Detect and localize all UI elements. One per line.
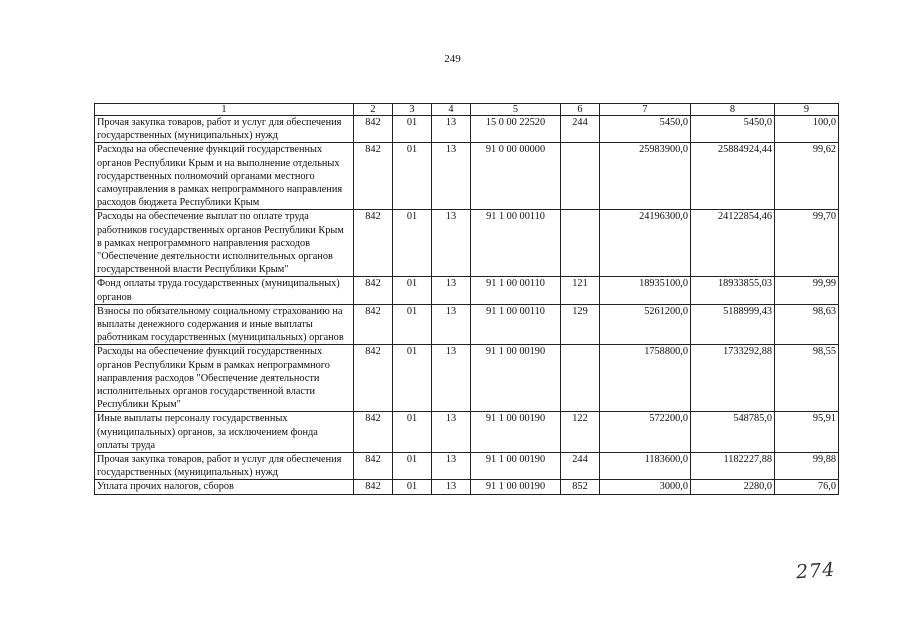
- approved-amount-cell: 24196300,0: [600, 210, 691, 277]
- target-article-cell: 91 1 00 00190: [471, 412, 561, 453]
- admin-code-cell: 842: [354, 412, 393, 453]
- admin-code-cell: 842: [354, 345, 393, 412]
- section-code-cell: 01: [393, 345, 432, 412]
- expense-type-cell: [561, 210, 600, 277]
- subsection-code-cell: 13: [432, 345, 471, 412]
- approved-amount-cell: 5450,0: [600, 116, 691, 143]
- row-name-cell: Прочая закупка товаров, работ и услуг для обеспечения государственных (муниципальных) нужд: [95, 116, 354, 143]
- table-row: [95, 116, 839, 143]
- subsection-code-cell: 13: [432, 412, 471, 453]
- table-row: [95, 480, 839, 494]
- executed-amount-cell: 5450,0: [691, 116, 775, 143]
- target-article-cell: 91 1 00 00190: [471, 345, 561, 412]
- expense-type-cell: 122: [561, 412, 600, 453]
- column-header: 7: [600, 104, 691, 116]
- row-name-cell: Расходы на обеспечение выплат по оплате труда работников государственных органов Республики Крым в рамках непрограммного направления расходов "Обеспечение деятельности исполнительных органов государственной власти Республики Крым": [95, 210, 354, 277]
- section-code-cell: 01: [393, 116, 432, 143]
- execution-percent-cell: 95,91: [775, 412, 839, 453]
- budget-table: [94, 103, 839, 495]
- expense-type-cell: 244: [561, 116, 600, 143]
- approved-amount-cell: 3000,0: [600, 480, 691, 494]
- subsection-code-cell: 13: [432, 277, 471, 304]
- column-header: 3: [393, 104, 432, 116]
- target-article-cell: 91 1 00 00110: [471, 304, 561, 345]
- execution-percent-cell: 99,99: [775, 277, 839, 304]
- executed-amount-cell: 18933855,03: [691, 277, 775, 304]
- target-article-cell: 91 0 00 00000: [471, 143, 561, 210]
- table-row: [95, 345, 839, 412]
- expense-type-cell: [561, 345, 600, 412]
- section-code-cell: 01: [393, 210, 432, 277]
- executed-amount-cell: 25884924,44: [691, 143, 775, 210]
- table-header-row: [95, 104, 839, 116]
- section-code-cell: 01: [393, 412, 432, 453]
- approved-amount-cell: 1758800,0: [600, 345, 691, 412]
- column-header: 1: [95, 104, 354, 116]
- column-header: 6: [561, 104, 600, 116]
- expense-type-cell: [561, 143, 600, 210]
- section-code-cell: 01: [393, 453, 432, 480]
- admin-code-cell: 842: [354, 116, 393, 143]
- approved-amount-cell: 5261200,0: [600, 304, 691, 345]
- table-row: [95, 277, 839, 304]
- executed-amount-cell: 1733292,88: [691, 345, 775, 412]
- admin-code-cell: 842: [354, 453, 393, 480]
- execution-percent-cell: 98,55: [775, 345, 839, 412]
- approved-amount-cell: 25983900,0: [600, 143, 691, 210]
- row-name-cell: Взносы по обязательному социальному страхованию на выплаты денежного содержания и иные выплаты работникам государственных (муниципальных) органов: [95, 304, 354, 345]
- admin-code-cell: 842: [354, 304, 393, 345]
- subsection-code-cell: 13: [432, 304, 471, 345]
- execution-percent-cell: 99,62: [775, 143, 839, 210]
- target-article-cell: 91 1 00 00110: [471, 277, 561, 304]
- admin-code-cell: 842: [354, 277, 393, 304]
- row-name-cell: Расходы на обеспечение функций государственных органов Республики Крым в рамках непрограммного направления расходов "Обеспечение деятельности исполнительных органов государственной власти Республики Крым": [95, 345, 354, 412]
- admin-code-cell: 842: [354, 143, 393, 210]
- execution-percent-cell: 99,88: [775, 453, 839, 480]
- target-article-cell: 15 0 00 22520: [471, 116, 561, 143]
- expense-type-cell: 852: [561, 480, 600, 494]
- approved-amount-cell: 572200,0: [600, 412, 691, 453]
- approved-amount-cell: 18935100,0: [600, 277, 691, 304]
- section-code-cell: 01: [393, 143, 432, 210]
- row-name-cell: Уплата прочих налогов, сборов: [95, 480, 354, 494]
- executed-amount-cell: 548785,0: [691, 412, 775, 453]
- execution-percent-cell: 100,0: [775, 116, 839, 143]
- executed-amount-cell: 2280,0: [691, 480, 775, 494]
- section-code-cell: 01: [393, 480, 432, 494]
- execution-percent-cell: 76,0: [775, 480, 839, 494]
- expense-type-cell: 121: [561, 277, 600, 304]
- table-row: [95, 412, 839, 453]
- column-header: 8: [691, 104, 775, 116]
- table-row: [95, 143, 839, 210]
- column-header: 5: [471, 104, 561, 116]
- column-header: 4: [432, 104, 471, 116]
- approved-amount-cell: 1183600,0: [600, 453, 691, 480]
- target-article-cell: 91 1 00 00110: [471, 210, 561, 277]
- page-number: 249: [444, 53, 461, 65]
- column-header: 9: [775, 104, 839, 116]
- execution-percent-cell: 98,63: [775, 304, 839, 345]
- executed-amount-cell: 24122854,46: [691, 210, 775, 277]
- section-code-cell: 01: [393, 277, 432, 304]
- expense-type-cell: 129: [561, 304, 600, 345]
- expense-type-cell: 244: [561, 453, 600, 480]
- admin-code-cell: 842: [354, 480, 393, 494]
- row-name-cell: Расходы на обеспечение функций государственных органов Республики Крым и на выполнение отдельных государственных полномочий органами местного самоуправления в рамках непрограммного направления расходов бюджета Республики Крым: [95, 143, 354, 210]
- column-header: 2: [354, 104, 393, 116]
- admin-code-cell: 842: [354, 210, 393, 277]
- table-row: [95, 304, 839, 345]
- subsection-code-cell: 13: [432, 210, 471, 277]
- execution-percent-cell: 99,70: [775, 210, 839, 277]
- subsection-code-cell: 13: [432, 480, 471, 494]
- row-name-cell: Прочая закупка товаров, работ и услуг для обеспечения государственных (муниципальных) нужд: [95, 453, 354, 480]
- handwritten-page-number: 274: [795, 558, 836, 584]
- subsection-code-cell: 13: [432, 143, 471, 210]
- section-code-cell: 01: [393, 304, 432, 345]
- target-article-cell: 91 1 00 00190: [471, 480, 561, 494]
- executed-amount-cell: 5188999,43: [691, 304, 775, 345]
- executed-amount-cell: 1182227,88: [691, 453, 775, 480]
- table-row: [95, 210, 839, 277]
- table-row: [95, 453, 839, 480]
- subsection-code-cell: 13: [432, 453, 471, 480]
- row-name-cell: Иные выплаты персоналу государственных (муниципальных) органов, за исключением фонда оплаты труда: [95, 412, 354, 453]
- subsection-code-cell: 13: [432, 116, 471, 143]
- target-article-cell: 91 1 00 00190: [471, 453, 561, 480]
- row-name-cell: Фонд оплаты труда государственных (муниципальных) органов: [95, 277, 354, 304]
